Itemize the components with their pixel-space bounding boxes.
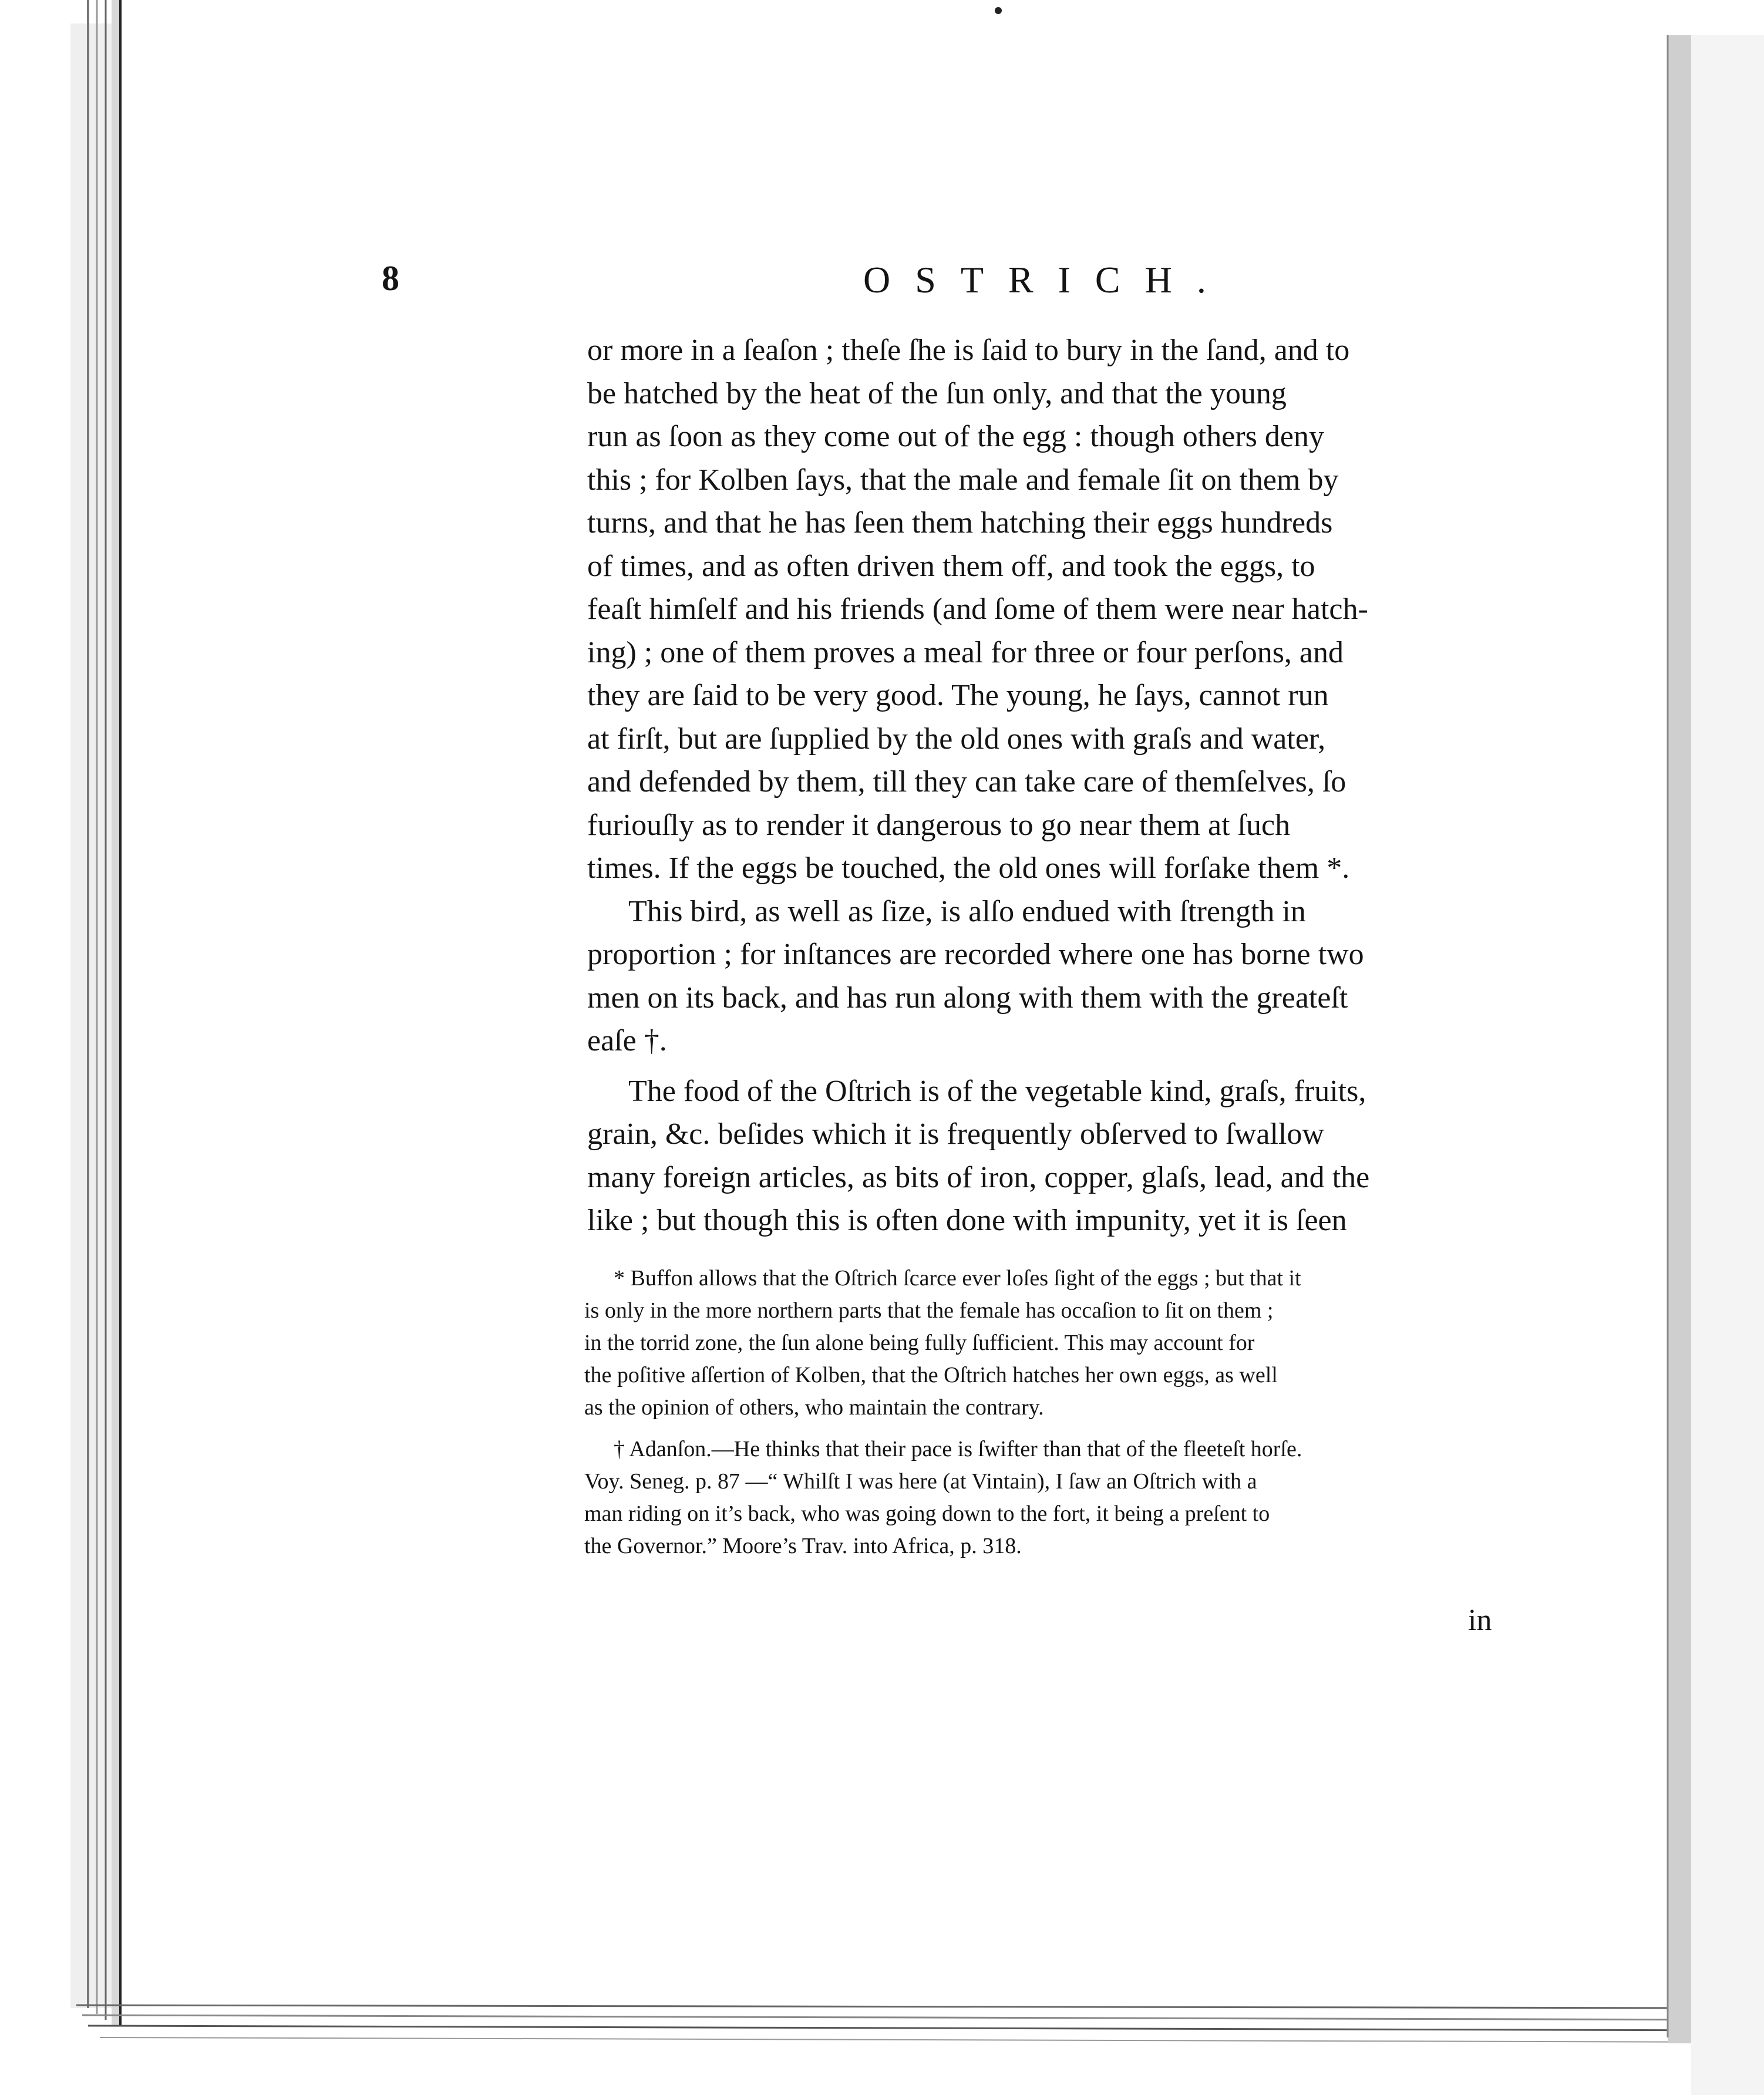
- body-line: grain, &c. beſides which it is frequently obſerved to ſwallow: [587, 1117, 1324, 1151]
- body-line: they are ſaid to be very good. The young, he ſays, cannot run: [587, 679, 1329, 712]
- footnote-line: man riding on it’s back, who was going down to the fort, it being a preſent to: [584, 1501, 1270, 1526]
- body-line: ing) ; one of them proves a meal for three or four perſons, and: [587, 635, 1344, 669]
- body-line: or more in a ſeaſon ; theſe ſhe is ſaid to bury in the ſand, and to: [587, 334, 1350, 367]
- catchword: in: [1468, 1604, 1492, 1637]
- footnote-line: † Adanſon.—He thinks that their pace is ſwifter than that of the fleeteſt horſe.: [614, 1437, 1302, 1461]
- running-head-title: OSTRICH.: [863, 259, 1231, 301]
- body-line: feaſt himſelf and his friends (and ſome of them were near hatch-: [587, 592, 1368, 626]
- body-line: like ; but though this is often done with impunity, yet it is ſeen: [587, 1204, 1347, 1237]
- body-line: run as ſoon as they come out of the egg : though others deny: [587, 420, 1324, 453]
- body-line: The food of the Oſtrich is of the vegetable kind, graſs, fruits,: [628, 1074, 1366, 1108]
- body-line: turns, and that he has ſeen them hatching their eggs hundreds: [587, 506, 1333, 540]
- footnotes: [584, 1262, 1500, 1562]
- body-line: eaſe †.: [587, 1024, 667, 1057]
- body-line: many foreign articles, as bits of iron, copper, glaſs, lead, and the: [587, 1160, 1370, 1194]
- body-line: be hatched by the heat of the ſun only, and that the young: [587, 376, 1287, 410]
- body-line: men on its back, and has run along with them with the greateſt: [587, 981, 1348, 1015]
- body-line: furiouſly as to render it dangerous to go near them at ſuch: [587, 808, 1291, 842]
- footnote-line: in the torrid zone, the ſun alone being fully ſufficient. This may account for: [584, 1331, 1255, 1355]
- footnote-line: Voy. Seneg. p. 87 —“ Whilſt I was here (at Vintain), I ſaw an Oſtrich with a: [584, 1469, 1257, 1494]
- body-text: [587, 329, 1515, 1242]
- body-line: and defended by them, till they can take care of themſelves, ſo: [587, 765, 1346, 799]
- page-number: 8: [382, 259, 399, 298]
- footnote-line: the poſitive aſſertion of Kolben, that the Oſtrich hatches her own eggs, as well: [584, 1363, 1278, 1387]
- body-line: of times, and as often driven them off, and took the eggs, to: [587, 549, 1315, 583]
- body-line: This bird, as well as ſize, is alſo endued with ſtrength in: [628, 894, 1306, 928]
- body-line: times. If the eggs be touched, the old ones will forſake them *.: [587, 851, 1350, 885]
- body-line: this ; for Kolben ſays, that the male and female ſit on them by: [587, 463, 1339, 497]
- running-head: [0, 258, 1764, 311]
- footnote-line: is only in the more northern parts that the female has occaſion to ſit on them ;: [584, 1298, 1274, 1323]
- body-line: at firſt, but are ſupplied by the old ones with graſs and water,: [587, 722, 1326, 756]
- footnote-line: the Governor.” Moore’s Trav. into Africa, p. 318.: [584, 1534, 1022, 1558]
- footnote-line: * Buffon allows that the Oſtrich ſcarce ever loſes ſight of the eggs ; but that it: [614, 1266, 1301, 1291]
- footnote-line: as the opinion of others, who maintain the contrary.: [584, 1395, 1044, 1420]
- body-line: proportion ; for inſtances are recorded where one has borne two: [587, 938, 1364, 971]
